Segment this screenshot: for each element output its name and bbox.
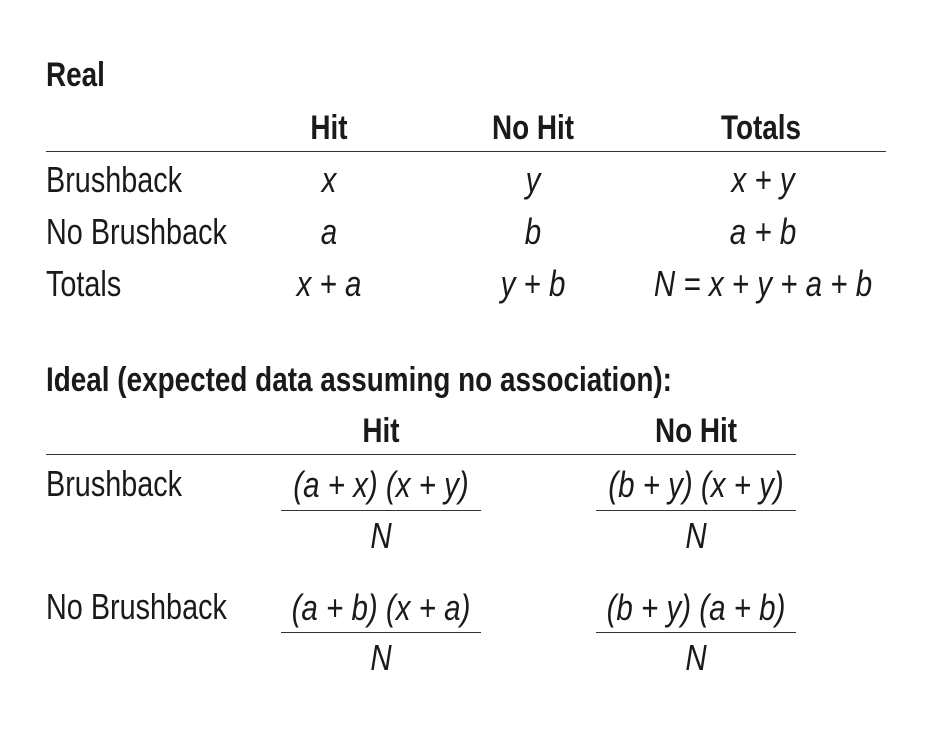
ideal-brushback-no-hit-numerator: (b + y) (x + y): [608, 464, 784, 505]
real-cell-grand-total: N = x + y + a + b: [653, 263, 873, 304]
real-header-no-hit: No Hit: [491, 109, 575, 147]
real-header-rule: [46, 151, 886, 152]
ideal-brushback-hit-numerator: (a + x) (x + y): [293, 464, 469, 505]
ideal-no-brushback-no-hit-numerator: (b + y) (a + b): [606, 587, 786, 628]
ideal-table-title: Ideal (expected data assuming no association):: [46, 361, 672, 399]
real-row-label-no-brushback: No Brushback: [46, 211, 227, 252]
real-cell-no-brushback-hit: a: [320, 211, 338, 252]
real-cell-totals-no-hit: y + b: [500, 263, 566, 304]
real-cell-no-brushback-no-hit: b: [524, 211, 542, 252]
ideal-no-brushback-no-hit-fraction-bar: [596, 632, 796, 633]
ideal-brushback-hit-fraction-bar: [281, 510, 481, 511]
real-row-label-brushback: Brushback: [46, 159, 183, 200]
ideal-no-brushback-no-hit-denominator: N: [685, 637, 707, 678]
real-row-label-totals: Totals: [46, 263, 122, 304]
ideal-brushback-no-hit-fraction-bar: [596, 510, 796, 511]
ideal-brushback-no-hit-denominator: N: [685, 515, 707, 556]
ideal-no-brushback-hit-numerator: (a + b) (x + a): [291, 587, 471, 628]
ideal-row-label-brushback: Brushback: [46, 463, 183, 504]
ideal-no-brushback-hit-denominator: N: [370, 637, 392, 678]
real-cell-totals-hit: x + a: [296, 263, 362, 304]
real-table-title: Real: [46, 56, 105, 94]
real-header-hit: Hit: [310, 109, 348, 147]
ideal-no-brushback-hit-fraction-bar: [281, 632, 481, 633]
ideal-header-hit: Hit: [362, 412, 400, 450]
real-cell-brushback-total: x + y: [731, 159, 795, 200]
ideal-row-label-no-brushback: No Brushback: [46, 586, 227, 627]
ideal-header-no-hit: No Hit: [654, 412, 738, 450]
real-cell-no-brushback-total: a + b: [729, 211, 797, 252]
real-cell-brushback-hit: x: [321, 159, 337, 200]
ideal-header-rule: [46, 454, 796, 455]
ideal-brushback-hit-denominator: N: [370, 515, 392, 556]
real-cell-brushback-no-hit: y: [525, 159, 541, 200]
real-header-totals: Totals: [720, 109, 802, 147]
